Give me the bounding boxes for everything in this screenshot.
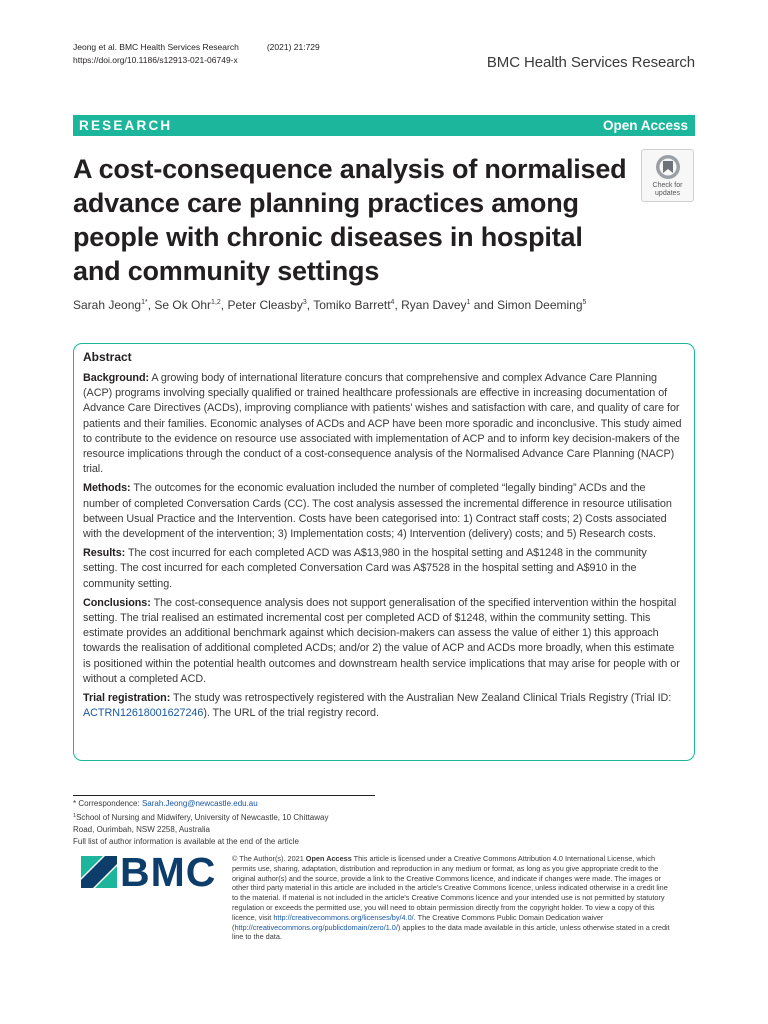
abstract-heading: Abstract bbox=[83, 350, 132, 364]
trial-text-before: The study was retrospectively registered with the Australian New Zealand Clinical Trials Registry (Trial ID: bbox=[173, 692, 672, 705]
abstract-methods bbox=[83, 481, 684, 542]
methods-label: Methods: bbox=[83, 482, 131, 495]
results-text: The cost incurred for each completed ACD was A$13,980 in the hospital setting and A$1248 in the community setting. The cost incurred for each completed Conversation Card was A$7528 in the hospital setting and A$910 in the community setting. bbox=[83, 547, 647, 590]
article-type-banner bbox=[73, 115, 695, 136]
abstract-box bbox=[73, 343, 695, 761]
license-text-3: ) applies to the data made available in this article, unless otherwise stated in a credit line to the data. bbox=[232, 922, 670, 942]
author-affiliation: 5 bbox=[582, 299, 587, 306]
conclusions-text: The cost-consequence analysis does not support generalisation of the specified intervention within the hospital setting. The trial realised an estimated incremental cost per completed ACD of $1248, within the community setting. This estimate provides an additional benchmark against which decision-makers can assess the value of either 1) this approach towards the realisation of additional completed ACDs; and/or 2) the value of ACP and ACDs more broadly, when this estimate is positioned within the potential health outcomes and downstream health service implications that may arise for people with or without a completed ACD. bbox=[83, 596, 680, 685]
author-affiliation: 1,2 bbox=[211, 299, 221, 306]
author-name[interactable]: Ryan Davey bbox=[401, 298, 467, 312]
author-name[interactable]: Simon Deeming bbox=[497, 298, 583, 312]
check-updates-line1: Check for bbox=[652, 182, 683, 189]
cc-zero-waiver-link[interactable]: http://creativecommons.org/publicdomain/zero/1.0/ bbox=[234, 922, 398, 932]
open-access-label: Open Access bbox=[602, 118, 688, 133]
journal-name: BMC Health Services Research bbox=[486, 54, 695, 71]
check-for-updates-button[interactable] bbox=[641, 149, 694, 202]
trial-id-link[interactable]: ACTRN12618001627246 bbox=[83, 707, 204, 720]
copyright-prefix: © The Author(s). 2021 bbox=[232, 854, 304, 863]
results-label: Results: bbox=[83, 547, 126, 560]
license-text-1: This article is licensed under a Creative Commons Attribution 4.0 International License, which permits use, sharing, adaptation, distribution and reproduction in any medium or format, as long as you give appropriate credit to the original author(s) and the source, provide a link to the Creative Commons licence, and indicate if changes were made. The images or other third party material in this article are included in the article's Creative Commons licence, unless indicated otherwise in a credit line to the material. If material is not included in the article's Creative Commons licence and your intended use is not permitted by statutory regulation or exceeds the permitted use, you will need to obtain permission directly from the copyright holder. To view a copy of this licence, visit bbox=[232, 854, 668, 922]
affiliation-line1: School of Nursing and Midwifery, University of Newcastle, 10 Chittaway bbox=[76, 813, 329, 822]
abstract-trial-registration bbox=[83, 691, 684, 721]
license-statement bbox=[232, 854, 672, 942]
footnote-divider bbox=[73, 795, 375, 796]
citation-year-volume: (2021) 21:729 bbox=[266, 42, 320, 52]
author-name[interactable]: Peter Cleasby bbox=[227, 298, 303, 312]
check-for-updates-icon bbox=[654, 153, 682, 181]
bmc-logo-icon bbox=[81, 856, 117, 888]
author-list: Sarah Jeong$^{1*}$, Se Ok Ohr$^{1,2}$, Peter Cleasby$^3$, Tomiko Barrett$^4$, Ryan Davey$^1$ and Simon Deeming$^5$ bbox=[73, 298, 587, 312]
abstract-results bbox=[83, 546, 684, 592]
authors-and: and bbox=[473, 298, 494, 312]
cc-by-license-link[interactable]: http://creativecommons.org/licenses/by/4.0/ bbox=[273, 912, 414, 922]
footnotes bbox=[73, 798, 393, 848]
doi-link[interactable]: https://doi.org/10.1186/s12913-021-06749-x bbox=[73, 55, 238, 65]
full-author-info-note: Full list of author information is available at the end of the article bbox=[73, 837, 299, 846]
trial-text-after: ). The URL of the trial registry record. bbox=[203, 707, 379, 720]
author-affiliation: 1 bbox=[466, 299, 471, 306]
correspondence-email-link[interactable]: Sarah.Jeong@newcastle.edu.au bbox=[141, 799, 258, 808]
author-name[interactable]: Sarah Jeong bbox=[73, 298, 142, 312]
correspondence-label: * Correspondence: bbox=[73, 799, 140, 808]
background-text: A growing body of international literature concurs that comprehensive and complex Advance Care Planning (ACP) programs involving specially qualified or trained healthcare professionals are effective in increasing documentation of Advance Care Directives (ACDs), improving compliance with patients' wishes and satisfaction with care, and quality of care for patients and their families. Economic analyses of ACDs and ACP have been more sporadic and inconclusive. This study aimed to contribute to the evidence on resource use associated with implementation of ACP and to inform key decision-makers of the resource implications through the conduct of a cost-consequence analysis of the Normalised Advance Care Planning (NACP) trial. bbox=[83, 372, 682, 476]
background-label: Background: bbox=[83, 372, 150, 384]
methods-text: The outcomes for the economic evaluation included the number of completed “legally binding” ACDs and the number of completed Conversation Cards (CC). The cost analysis assessed the incremental difference in resource utilisation between Usual Practice and the Intervention. Costs have been categorised into: 1) Contract staff costs; 2) Costs associated with the development of the intervention; 3) Implementation costs; 4) Intervention (delivery) costs; and 5) Research costs. bbox=[83, 482, 672, 541]
abstract-background bbox=[83, 371, 684, 477]
affiliation-number: 1 bbox=[73, 813, 77, 819]
affiliation-line2: Road, Ourimbah, NSW 2258, Australia bbox=[73, 825, 210, 834]
abstract-conclusions bbox=[83, 596, 684, 687]
author-affiliation: 4 bbox=[390, 299, 395, 306]
trial-label: Trial registration: bbox=[83, 692, 171, 705]
citation-authors: Jeong et al. BMC Health Services Research bbox=[73, 42, 239, 52]
author-affiliation: 3 bbox=[302, 299, 307, 306]
license-text-2: . The Creative Commons Public Domain Dedication waiver ( bbox=[232, 912, 604, 932]
author-affiliation: 1* bbox=[141, 299, 148, 306]
article-title: A cost-consequence analysis of normalised advance care planning practices among people with chronic diseases in hospital and community settings bbox=[73, 154, 627, 286]
license-open-access: Open Access bbox=[305, 854, 352, 863]
check-updates-line2: updates bbox=[655, 190, 680, 197]
article-type-label: RESEARCH bbox=[79, 118, 173, 133]
bmc-logo bbox=[81, 849, 217, 895]
author-name[interactable]: Tomiko Barrett bbox=[313, 298, 391, 312]
citation-header bbox=[73, 41, 320, 67]
bmc-logo-text: BMC bbox=[120, 849, 217, 895]
author-name[interactable]: Se Ok Ohr bbox=[154, 298, 212, 312]
conclusions-label: Conclusions: bbox=[83, 596, 151, 609]
